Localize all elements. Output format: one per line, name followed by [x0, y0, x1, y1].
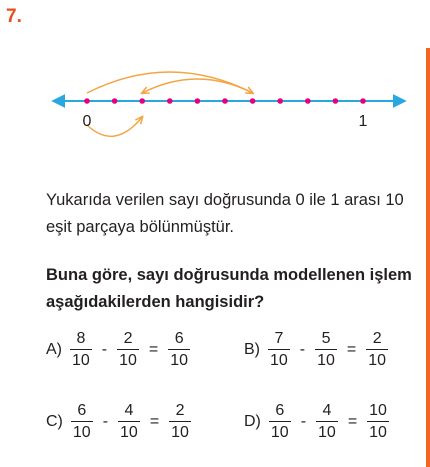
fraction-3: $\frac{2}{10}$: [171, 402, 189, 441]
number-line-point: [305, 98, 311, 104]
fraction-2: $\frac{4}{10}$: [120, 402, 138, 441]
jump-arrow: [87, 117, 142, 136]
minus-sign: -: [102, 412, 109, 430]
fraction-3: $\frac{2}{10}$: [368, 330, 387, 369]
number-line-point: [333, 98, 339, 104]
number-line-label-0: 0: [82, 113, 92, 130]
fraction-1: $\frac{8}{10}$: [72, 330, 90, 369]
number-line-point: [222, 98, 228, 104]
option-letter: B): [244, 340, 260, 358]
option-b[interactable]: [244, 330, 390, 369]
fraction-3: $\frac{6}{10}$: [170, 330, 189, 369]
minus-sign: -: [300, 412, 307, 430]
minus-sign: -: [101, 340, 108, 358]
fraction-2: $\frac{4}{10}$: [318, 402, 336, 441]
page-edge-bar: [426, 48, 430, 467]
number-line-point: [139, 98, 145, 104]
fraction-3: $\frac{10}{10}$: [369, 402, 387, 441]
fraction-1: $\frac{6}{10}$: [270, 402, 289, 441]
number-line-point: [84, 98, 90, 104]
number-line-label-1: 1: [358, 113, 368, 130]
question-stem: Yukarıda verilen sayı doğrusunda 0 ile 1 arası 10 eşit parçaya bölünmüştür.: [46, 191, 404, 236]
number-line: [0, 50, 416, 140]
fraction-2: $\frac{2}{10}$: [119, 330, 137, 369]
number-line-point: [195, 98, 201, 104]
number-line-point: [167, 98, 173, 104]
question-number: 7.: [6, 6, 22, 27]
equals-sign: =: [347, 412, 358, 430]
jump-arrows: [87, 72, 253, 136]
option-letter: D): [244, 412, 261, 430]
option-letter: A): [46, 340, 62, 358]
number-line-point: [277, 98, 283, 104]
fraction-1: $\frac{6}{10}$: [72, 402, 91, 441]
equals-sign: =: [148, 340, 159, 358]
option-letter: C): [46, 412, 63, 430]
option-d[interactable]: [244, 402, 391, 441]
minus-sign: -: [299, 340, 306, 358]
number-line-point: [112, 98, 118, 104]
equals-sign: =: [149, 412, 160, 430]
option-a[interactable]: [46, 330, 192, 369]
option-c[interactable]: [46, 402, 193, 441]
fraction-2: $\frac{5}{10}$: [317, 330, 335, 369]
question-prompt: Buna göre, sayı doğrusunda modellenen işlem aşağıdakilerden hangisidir?: [46, 266, 412, 311]
fraction-1: $\frac{7}{10}$: [270, 330, 288, 369]
equals-sign: =: [346, 340, 357, 358]
number-line-point: [250, 98, 256, 104]
jump-arrow: [142, 79, 252, 93]
number-line-point: [360, 98, 366, 104]
